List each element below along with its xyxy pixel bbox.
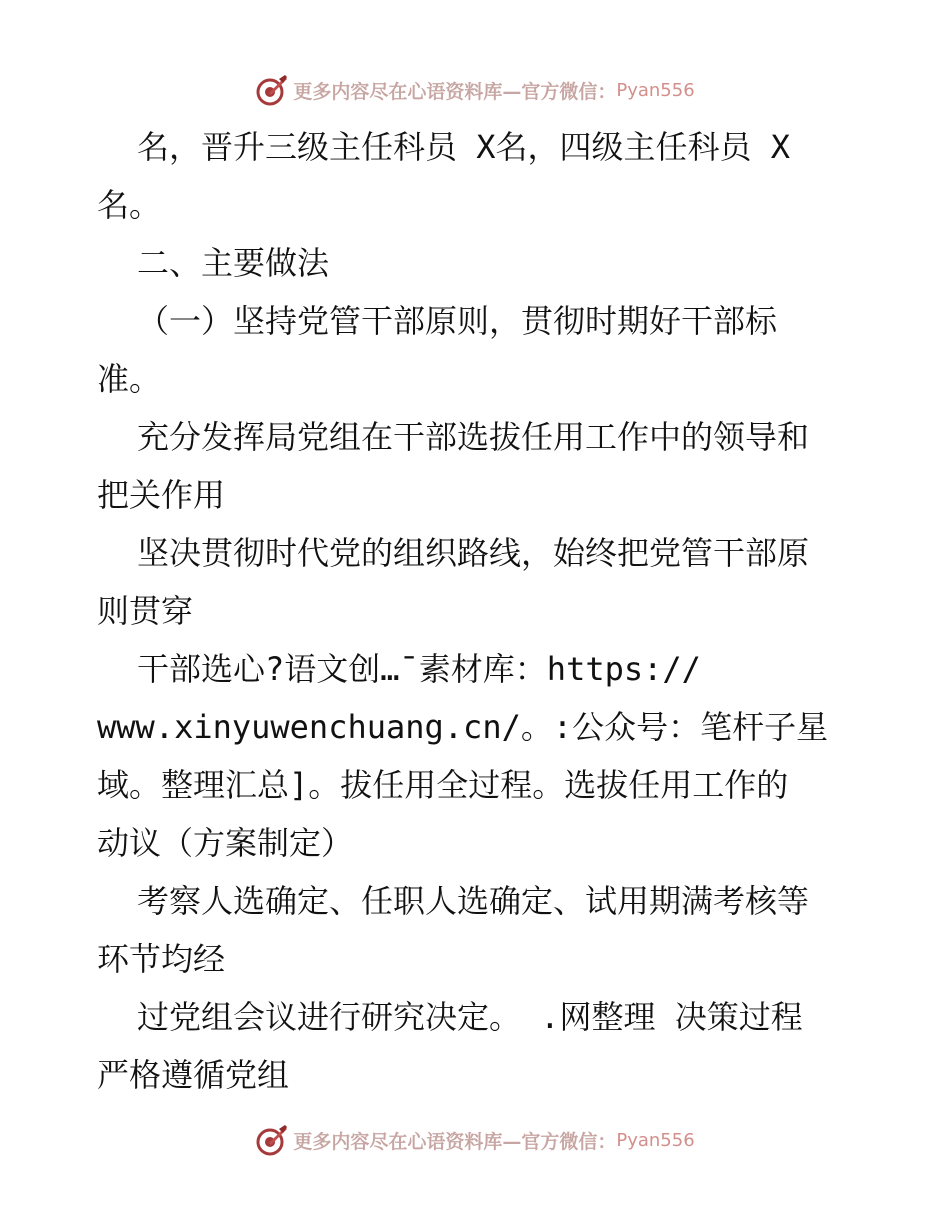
text-line: 过党组会议进行研究决定。 .网整理 决策过程	[137, 998, 803, 1036]
watermark-text: 更多内容尽在心语资料库—官方微信：	[293, 80, 617, 103]
document-body	[97, 118, 867, 1104]
section-heading: 二、主要做法	[137, 244, 330, 282]
subsection-heading: （一）坚持党管干部原则，贯彻时期好干部标	[137, 302, 778, 340]
text-line: 名。	[97, 186, 162, 224]
text-line: 把关作用	[97, 476, 226, 514]
text-line: 坚决贯彻时代党的组织路线，始终把党管干部原	[137, 534, 810, 572]
text-line: 动议（方案制定）	[97, 824, 354, 862]
quill-logo-icon	[255, 1123, 289, 1157]
text-line: 环节均经	[97, 940, 226, 978]
text-line: 名，晋升三级主任科员 X名，四级主任科员 X	[137, 128, 791, 166]
watermark-text: 更多内容尽在心语资料库—官方微信：	[293, 1130, 617, 1153]
text-line: 干部选心?语文创…¯素材库：https://	[137, 650, 701, 688]
text-line: 考察人选确定、任职人选确定、试用期满考核等	[137, 882, 810, 920]
text-line: 充分发挥局党组在干部选拔任用工作中的领导和	[137, 418, 810, 456]
text-line: 严格遵循党组	[97, 1056, 290, 1094]
text-line: 则贯穿	[97, 592, 194, 630]
quill-logo-icon	[255, 73, 289, 107]
header-watermark	[0, 70, 950, 110]
watermark-wechat-id: Pyan556	[616, 79, 695, 101]
text-line: www.xinyuwenchuang.cn/。:公众号：笔杆子星	[97, 708, 829, 746]
footer-watermark	[0, 1120, 950, 1160]
watermark-wechat-id: Pyan556	[616, 1129, 695, 1151]
text-line: 准。	[97, 360, 162, 398]
text-line: 域。整理汇总]。拔任用全过程。选拔任用工作的	[97, 766, 789, 804]
